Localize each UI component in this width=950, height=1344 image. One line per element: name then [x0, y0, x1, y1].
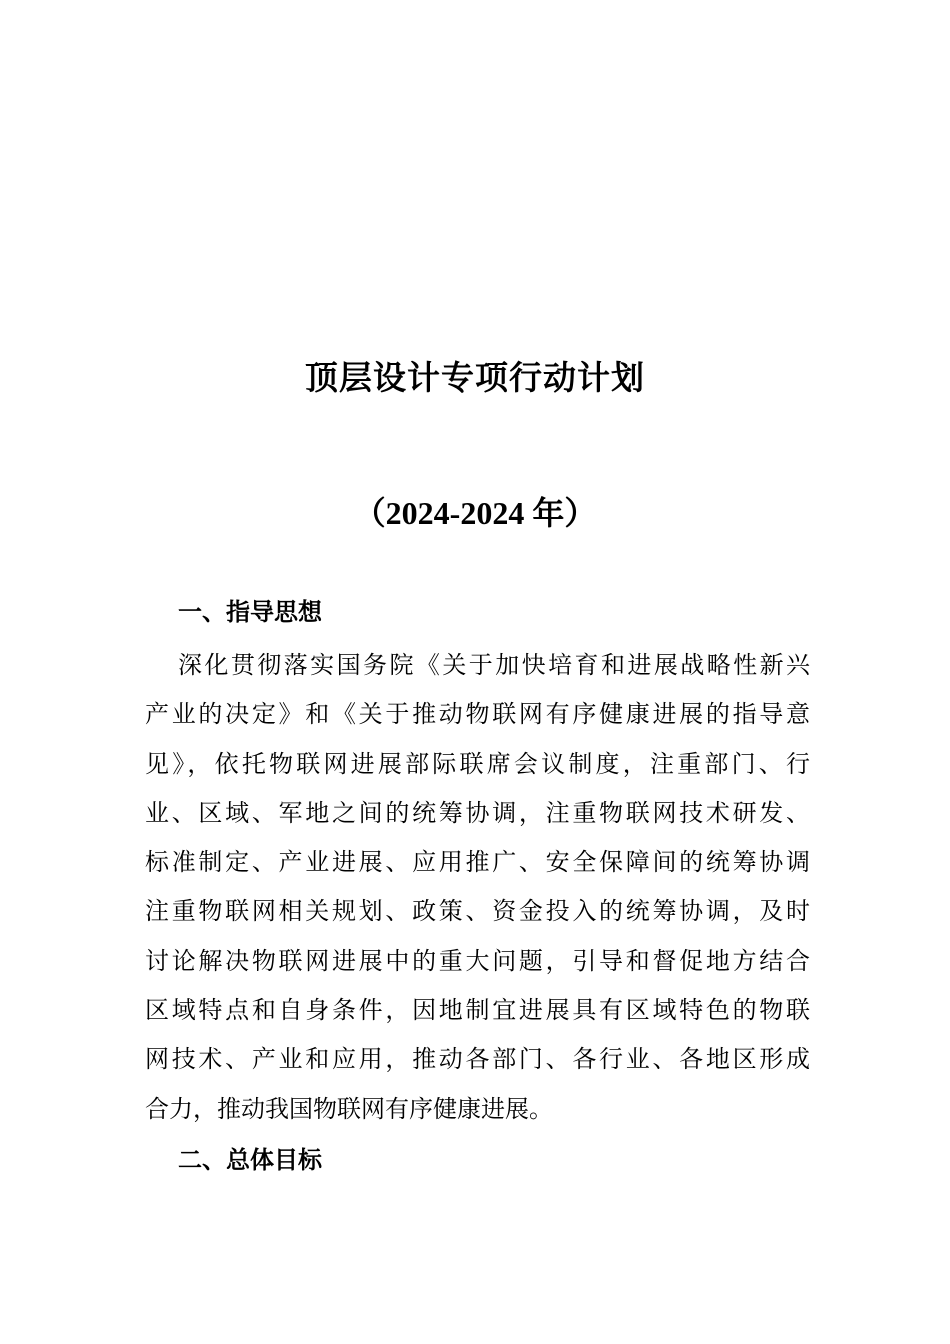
paragraph-line: 注重物联网相关规划、政策、资金投入的统筹协调，及时: [145, 897, 810, 926]
section-heading-overall-goals: 二、总体目标: [178, 1145, 322, 1174]
document-title: 顶层设计专项行动计划: [305, 358, 645, 397]
section-paragraph: [145, 641, 810, 1134]
paragraph-line: 见》，依托物联网进展部际联席会议制度，注重部门、行: [145, 749, 810, 778]
paragraph-line: 区域特点和自身条件，因地制宜进展具有区域特色的物联: [145, 996, 810, 1025]
section-heading-guiding-ideology: 一、指导思想: [178, 597, 322, 626]
paragraph-line: 产业的决定》和《关于推动物联网有序健康进展的指导意: [145, 700, 810, 729]
paragraph-line: 网技术、产业和应用，推动各部门、各行业、各地区形成: [145, 1045, 810, 1074]
paragraph-line: 标准制定、产业进展、应用推广、安全保障间的统筹协调: [145, 848, 810, 877]
paragraph-line: 业、区域、军地之间的统筹协调，注重物联网技术研发、: [145, 798, 810, 827]
paragraph-line: 合力，推动我国物联网有序健康进展。: [145, 1094, 553, 1123]
paragraph-line: 讨论解决物联网进展中的重大问题，引导和督促地方结合: [145, 946, 810, 975]
paragraph-line: 深化贯彻落实国务院《关于加快培育和进展战略性新兴: [178, 651, 810, 679]
document-subtitle: （2024-2024 年）: [353, 495, 597, 531]
